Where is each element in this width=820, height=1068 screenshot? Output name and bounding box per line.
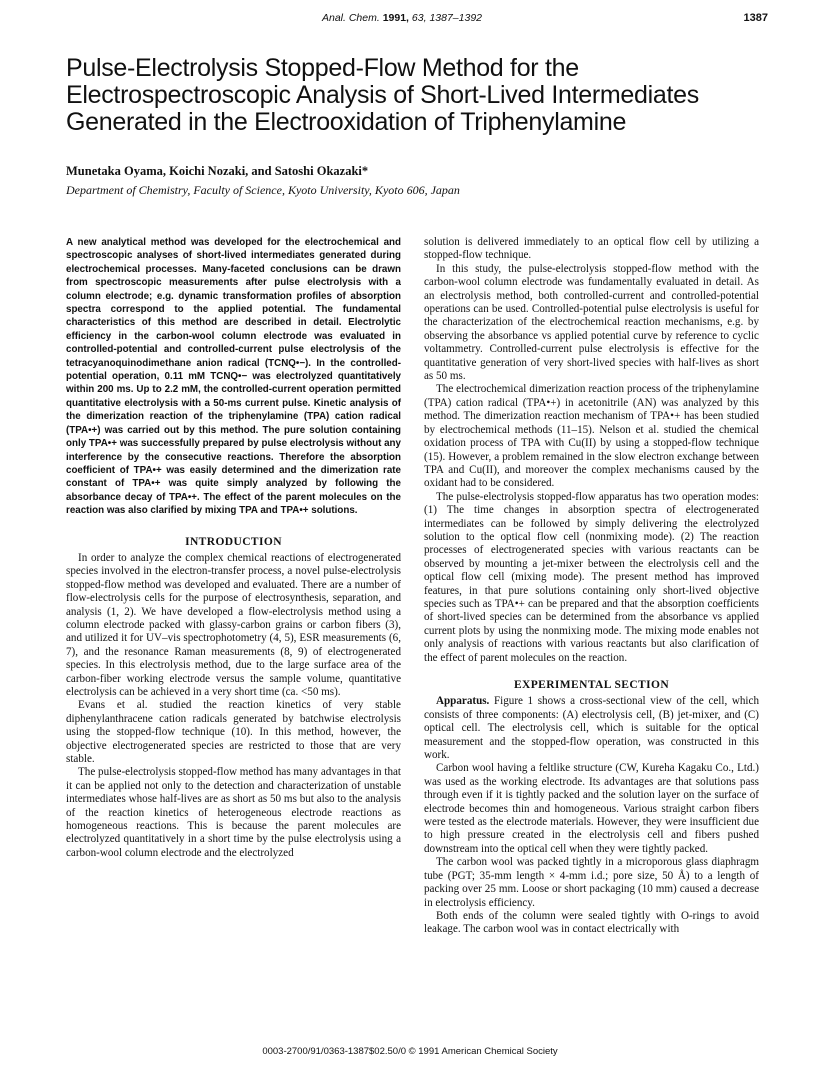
intro-paragraph-continued: solution is delivered immediately to an optical flow cell by utilizing a stopped-flow technique. — [424, 236, 759, 262]
intro-paragraph-6: The pulse-electrolysis stopped-flow apparatus has two operation modes: (1) The time changes in absorption spectra of electrogenerated intermediates can be followed by simply delivering the electrolyzed solution to the optical flow cell (nonmixing mode). (2) The reaction processes of electrogenerated species with various reactants can be observed by mounting a jet-mixer between the electrolysis cell and the optical flow cell (mixing mode). The present method has improved features, in that pure solutions containing only short-lived objective species such as TPA•+ can be prepared and that the absorption coefficients of short-lived species can be determined from the absorbance vs applied current plots by using the nonmixing mode. The mixing mode enables not only analysis of reactions with various reactants but also clarification of the effect of parent molecules on the reaction. — [424, 490, 759, 664]
apparatus-run-in-heading: Apparatus. — [436, 695, 490, 708]
experimental-paragraph-1: Apparatus. Figure 1 shows a cross-sectional view of the cell, which consists of three components: (A) electrolysis cell, (B) jet-mixer, and (C) optical cell. The electrolysis cell, which is suitable for the optical measurement and the stopped-flow operation, was constructed in this work. — [424, 695, 759, 762]
intro-paragraph-4: In this study, the pulse-electrolysis stopped-flow method with the carbon-wool column electrode was fundamentally evaluated in detail. As an electrolysis method, both controlled-current and controlled-potential operations can be used. Controlled-potential pulse electrolysis is useful for the characterization of the electrochemical reaction mechanisms, e.g. by observing the absorbance vs applied potential curve by reference to cyclic voltammetry. Controlled-current pulse electrolysis is effective for the quantitative generation of very short-lived species with half-lives as short as 50 ms. — [424, 262, 759, 383]
page-number: 1387 — [743, 12, 768, 24]
intro-paragraph-1: In order to analyze the complex chemical reactions of electrogenerated species involved in the electron-transfer process, a novel pulse-electrolysis stopped-flow method was developed and evaluated. There are a number of flow-electrolysis cells for the purpose of electrosynthesis, separation, and analysis (1, 2). We have developed a flow-electrolysis method using a column electrode packed with glassy-carbon grains or carbon fibers (3), and utilized it for UV–vis spectrophotometry (4, 5), ESR measurements (6, 7), and the resonance Raman measurements (8, 9) of electrogenerated species. In this electrolysis method, due to the large surface area of the carbon-fiber working electrode versus the sample volume, quantitative electrolysis can be achieved in a very short time (ca. <50 ms). — [66, 551, 401, 698]
experimental-paragraph-3: The carbon wool was packed tightly in a microporous glass diaphragm tube (PGT; 35-mm length × 4-mm i.d.; pore size, 50 Å) to a length of packing over 25 mm. Loose or short packaging (10 mm) caused a decrease in electrolysis efficiency. — [424, 856, 759, 909]
introduction-heading: INTRODUCTION — [185, 535, 282, 548]
author-list: Munetaka Oyama, Koichi Nozaki, and Satoshi Okazaki* — [66, 164, 369, 178]
intro-paragraph-3: The pulse-electrolysis stopped-flow method has many advantages in that it can be applied not only to the detection and characterization of unstable intermediates whose half-lives are as short as 50 ms but also to the analysis of the reaction kinetics of heterogeneous electrode reactions as homogeneous reactions. This is because the parent molecules are electrolyzed quantitatively in a short time by the pulse electrolysis using a carbon-wool column electrode and the electrolyzed — [66, 766, 401, 859]
running-head — [0, 12, 820, 28]
experimental-heading: EXPERIMENTAL SECTION — [513, 679, 670, 691]
intro-paragraph-2: Evans et al. studied the reaction kinetics of very stable diphenylanthracene cation radicals generated by batchwise electrolysis using the stopped-flow technique (10). In this method, however, the objective electrogenerated species are restricted to those that are very stable. — [66, 699, 401, 766]
experimental-paragraph-2: Carbon wool having a feltlike structure (CW, Kureha Kagaku Co., Ltd.) was used as the working electrode. Its advantages are that solutions pass through even if it is tightly packed and the solution layer on the surface of electrode becomes thin and homogeneous. Various straight carbon fibers were tested as the electrode materials. However, they were insufficient due to high pressure created in the electrolysis cell and fibers pushed downstream into the optical cell when they were tightly packed. — [424, 762, 759, 855]
right-column — [424, 236, 759, 937]
journal-reference: Anal. Chem. 1991, 63, 1387–1392 — [322, 12, 482, 24]
intro-paragraph-5: The electrochemical dimerization reaction process of the triphenylamine (TPA) cation radical (TPA•+) in acetonitrile (AN) was analyzed by this method. The dimerization reaction mechanism of TPA•+ has been studied by electrochemical methods (11–15). Nelson et al. studied the chemical oxidation process of TPA with Cu(II) by using a stopped-flow technique (15). However, a problem remained in the slow electron exchange between TPA and Cu(II), and moreover the complex mechanisms caused by the oxidant had to be considered. — [424, 383, 759, 490]
abstract: A new analytical method was developed for the electrochemical and spectroscopic analyses of short-lived intermediates generated during electrochemical processes. Many-faceted conclusions can be drawn from spectroscopic measurements after pulse electrolysis with a column electrode; e.g. dynamic transformation profiles of absorption spectra correspond to the applied potential. The fundamental characteristics of this method are described in detail. Electrolytic efficiency in the carbon-wool column electrode was evaluated in controlled-potential and controlled-current pulse electrolysis of the tetracyanoquinodimethane anion radical (TCNQ•−). In the controlled-potential operation, 0.11 mM TCNQ•− was electrolyzed quantitatively within 200 ms. Up to 2.2 mM, the controlled-current operation permitted quantitative electrolysis with a 50-ms current pulse. Kinetic analysis of the dimerization reaction of the triphenylamine (TPA) cation radical (TPA•+) was carried out by this method. The pure solution containing only TPA•+ was successfully prepared by pulse electrolysis without any interference by the consecutive reactions. Therefore the absorption coefficient of TPA•+ was easily determined and the dimerization rate constant of TPA•+ was quite simply analyzed by following the absorbance decay of TPA•+. The effect of the parent molecules on the reaction was also clarified by mixing TPA and TPA•+ solutions. — [66, 237, 401, 517]
copyright-footer: 0003-2700/91/0363-1387$02.50/0 © 1991 American Chemical Society — [262, 1046, 558, 1057]
experimental-paragraph-4: Both ends of the column were sealed tightly with O-rings to avoid leakage. The carbon wool was in contact electrically with — [424, 909, 759, 936]
left-column — [66, 236, 401, 860]
affiliation: Department of Chemistry, Faculty of Science, Kyoto University, Kyoto 606, Japan — [66, 183, 460, 197]
article-title: Pulse-Electrolysis Stopped-Flow Method for the Electrospectroscopic Analysis of Short-Lived Intermediates Generated in the Electrooxidation of Triphenylamine — [66, 54, 699, 136]
